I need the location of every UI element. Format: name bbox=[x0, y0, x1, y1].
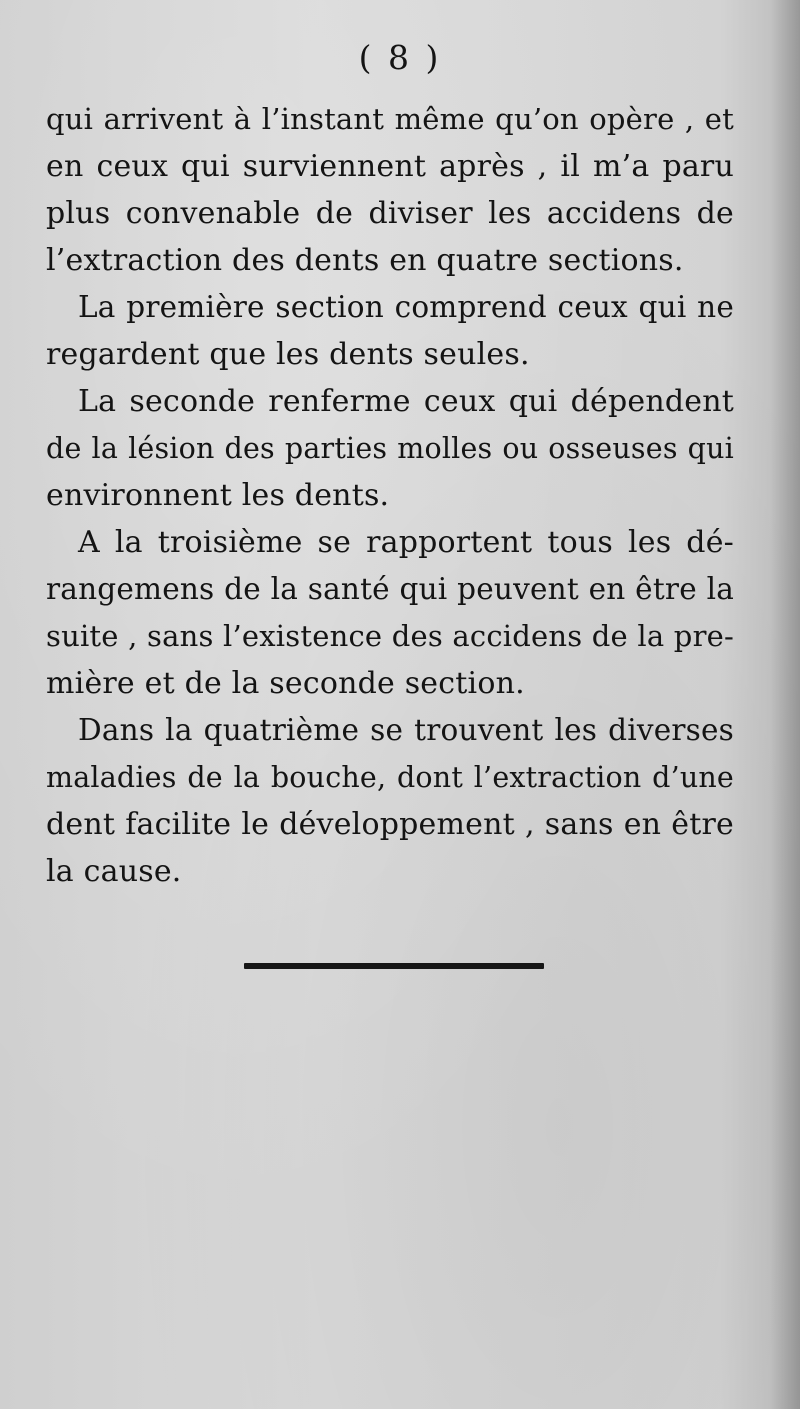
text-line: maladies de la bouche, dont l’extraction d’une bbox=[46, 761, 734, 794]
page-edge-shadow bbox=[770, 0, 800, 1409]
text-line: plus convenable de diviser les accidens de bbox=[46, 196, 734, 231]
text-line: regardent que les dents seules. bbox=[46, 337, 530, 372]
text-line: de la lésion des parties molles ou osseuses qui bbox=[46, 432, 734, 465]
bleed-line bbox=[60, 926, 750, 960]
text-line: environnent les dents. bbox=[46, 478, 390, 513]
text-line: la cause. bbox=[46, 854, 182, 889]
text-line: La première section comprend ceux qui ne bbox=[78, 290, 734, 324]
text-line: suite , sans l’existence des accidens de la pre- bbox=[46, 619, 734, 653]
text-line: en ceux qui surviennent après , il m’a paru bbox=[46, 149, 734, 184]
bleed-line bbox=[60, 974, 750, 1008]
section-divider-rule bbox=[244, 963, 544, 969]
body-text bbox=[46, 96, 734, 895]
text-line: A la troisième se rapportent tous les dé- bbox=[78, 525, 734, 560]
text-line: rangemens de la santé qui peuvent en être la bbox=[46, 572, 734, 606]
text-line: La seconde renferme ceux qui dépendent bbox=[78, 384, 734, 419]
text-line: l’extraction des dents en quatre sections. bbox=[46, 243, 684, 278]
text-line: dent facilite le développement , sans en être bbox=[46, 807, 734, 842]
text-line: Dans la quatrième se trouvent les diverses bbox=[78, 713, 734, 747]
text-line: qui arrivent à l’instant même qu’on opère , et bbox=[46, 102, 734, 136]
page-number: ( 8 ) bbox=[358, 38, 442, 77]
text-line: mière et de la seconde section. bbox=[46, 666, 525, 701]
